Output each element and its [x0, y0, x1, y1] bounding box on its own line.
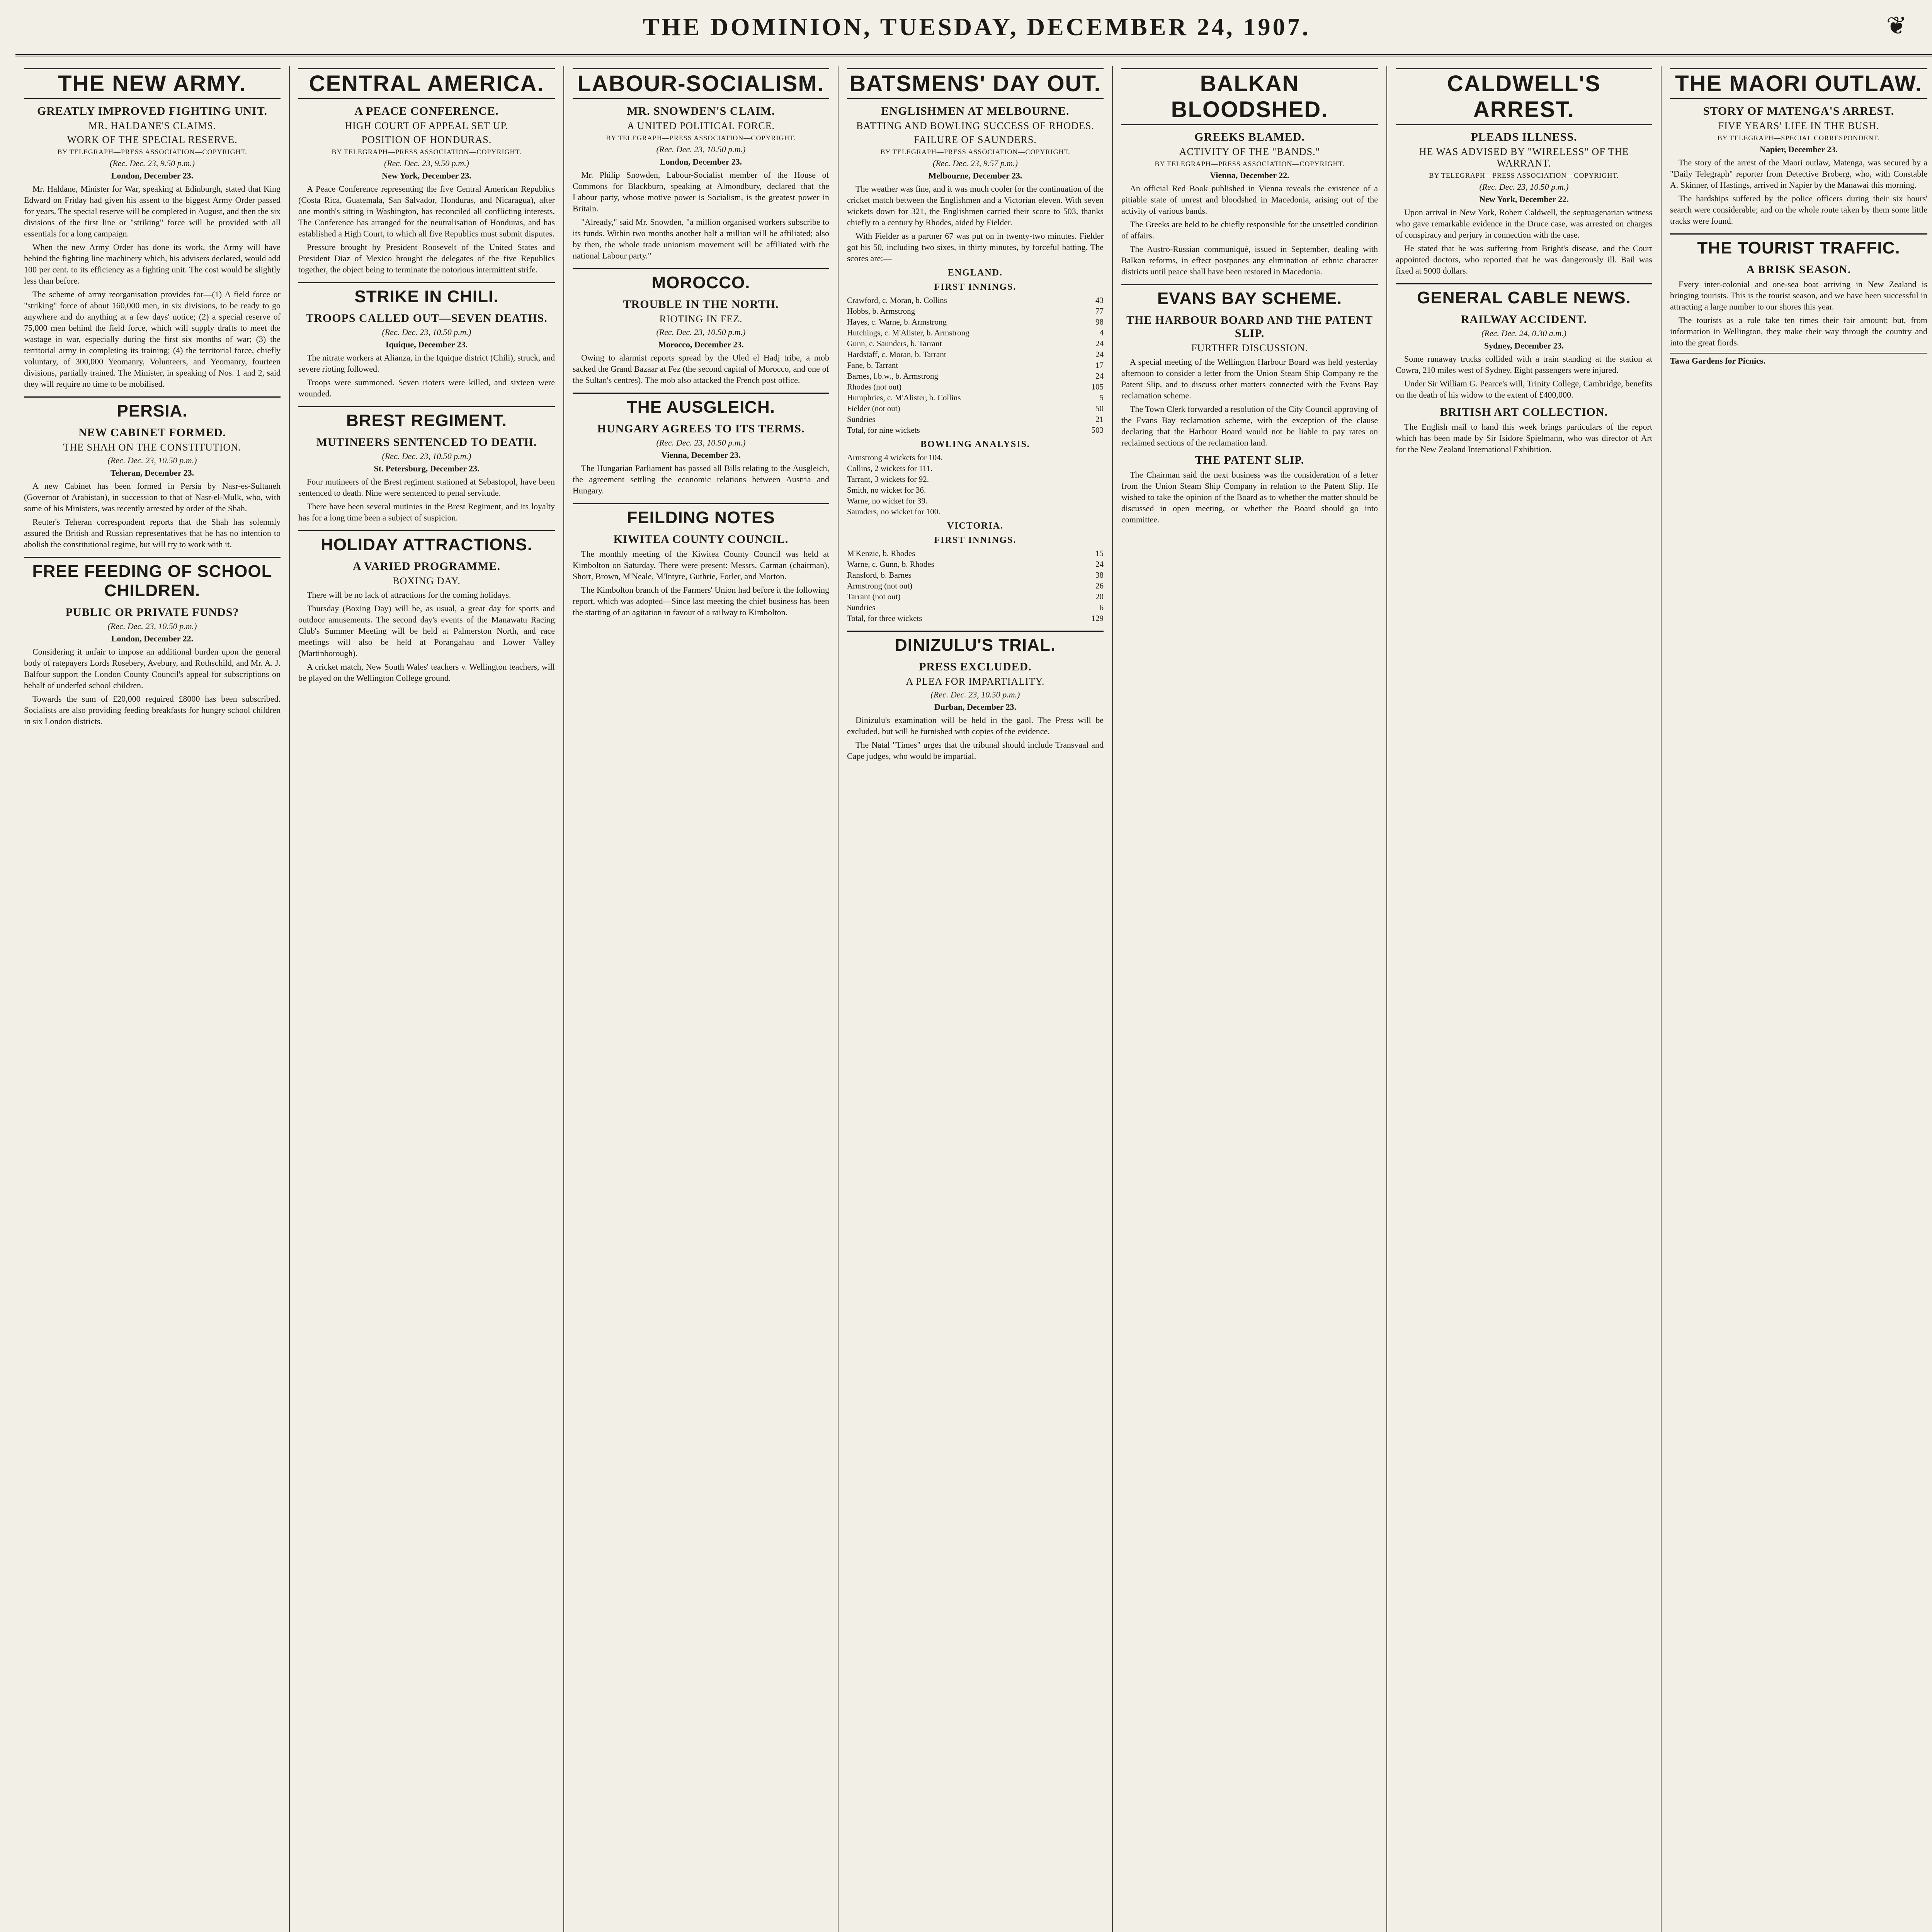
- section-headline: THE TOURIST TRAFFIC.: [1670, 233, 1927, 258]
- column-new-army: [15, 66, 290, 1932]
- bowling-row: Tarrant, 3 wickets for 92.: [847, 474, 929, 484]
- batsman-runs: 24: [1095, 350, 1104, 359]
- team-name: VICTORIA.: [947, 521, 1004, 531]
- article-paragraph: Dinizulu's examination will be held in the gaol. The Press will be excluded, but will be furnished with copies of the evidence.: [847, 715, 1104, 736]
- subhead-tertiary: WORK OF THE SPECIAL RESERVE.: [67, 134, 238, 145]
- batsman-runs: 21: [1095, 415, 1104, 424]
- score-total-row: [847, 613, 1104, 624]
- batsman-runs: 4: [1099, 328, 1104, 337]
- section-headline: THE AUSGLEICH.: [573, 393, 829, 417]
- subhead-secondary: FIVE YEARS' LIFE IN THE BUSH.: [1718, 120, 1879, 131]
- article-paragraph: The Natal "Times" urges that the tribunal should include Transvaal and Cape judges, who would be impartial.: [847, 740, 1104, 761]
- article-paragraph: Troops were summoned. Seven rioters were killed, and sixteen were wounded.: [298, 378, 555, 398]
- batsman-name: Armstrong (not out): [847, 581, 913, 590]
- subhead: GREEKS BLAMED.: [1194, 131, 1305, 143]
- score-row: [847, 403, 1104, 414]
- total-label: Total, for three wickets: [847, 614, 922, 623]
- article-paragraph: The Town Clerk forwarded a resolution of the City Council approving of the Evans Bay reclamation scheme, with the exception of the clause declaring that the Harbour Board would not be liable to pay rates on reclaimed sections of the reclamation land.: [1121, 404, 1378, 447]
- article-paragraph: The Greeks are held to be chiefly responsible for the unsettled condition of affairs.: [1121, 219, 1378, 240]
- dateline: (Rec. Dec. 23, 9.57 p.m.): [933, 158, 1018, 168]
- subhead: A BRISK SEASON.: [1746, 263, 1851, 276]
- place-date: New York, December 22.: [1479, 194, 1569, 204]
- place-date: London, December 22.: [111, 634, 194, 643]
- section-headline: BREST REGIMENT.: [298, 406, 555, 430]
- column-headline: BATSMENS' DAY OUT.: [847, 68, 1104, 99]
- subhead: GREATLY IMPROVED FIGHTING UNIT.: [37, 105, 268, 117]
- article-paragraph: The Hungarian Parliament has passed all Bills relating to the Ausgleich, the agreement settling the economic relations between Austria and Hungary.: [573, 463, 829, 495]
- innings-label: FIRST INNINGS.: [934, 535, 1017, 545]
- wire-credit: BY TELEGRAPH—PRESS ASSOCIATION—COPYRIGHT.: [1155, 160, 1345, 168]
- column-labour-socialism: [564, 66, 838, 1932]
- subhead: MUTINEERS SENTENCED TO DEATH.: [316, 436, 537, 449]
- article-paragraph: Upon arrival in New York, Robert Caldwell, the septuagenarian witness who gave remarkable evidence in the Druce case, was arrested on charges of conspiracy and perjury in connection with the case.: [1396, 207, 1652, 240]
- column-headline: THE NEW ARMY.: [24, 68, 281, 99]
- article-paragraph: There have been several mutinies in the Brest Regiment, and its loyalty has for a long time been a subject of suspicion.: [298, 502, 555, 522]
- column-batsmens-day-out: [838, 66, 1113, 1932]
- subhead-secondary: THE SHAH ON THE CONSTITUTION.: [63, 442, 242, 453]
- article-paragraph: A cricket match, New South Wales' teachers v. Wellington teachers, will be played on the Wellington College ground.: [298, 662, 555, 683]
- column-headline: CENTRAL AMERICA.: [298, 68, 555, 99]
- batsman-name: Fane, b. Tarrant: [847, 361, 898, 370]
- article-paragraph: The Chairman said the next business was the consideration of a letter from the Union Steam Ship Company in relation to the Patent Slip. He wished to take the opinion of the Board as to whether the matter should be discussed in open meeting, or whether the Board should go into committee.: [1121, 470, 1378, 524]
- section-headline: FREE FEEDING OF SCHOOL CHILDREN.: [24, 557, 281, 600]
- dateline: (Rec. Dec. 23, 10.50 p.m.): [107, 621, 197, 631]
- article-paragraph: The hardships suffered by the police officers during their six hours' search were considerable; and on the whole route taken by them some little tracks were found.: [1670, 194, 1927, 226]
- wire-credit: BY TELEGRAPH—PRESS ASSOCIATION—COPYRIGHT.: [880, 148, 1070, 156]
- article-paragraph: The story of the arrest of the Maori outlaw, Matenga, was secured by a "Daily Telegraph" reporter from Detective Broberg, who, with Constable A. Skinner, of Hastings, arrived in Napier by the Manawai this morning.: [1670, 158, 1927, 190]
- article-paragraph: When the new Army Order has done its work, the Army will have behind the fighting line machinery which, his advisers declared, would add 100 per cent. to its efficiency as a fighting unit. The cost would be slightly less than before.: [24, 242, 281, 286]
- batsman-name: Crawford, c. Moran, b. Collins: [847, 296, 947, 305]
- batsman-runs: 15: [1095, 549, 1104, 558]
- bowling-row: Collins, 2 wickets for 111.: [847, 464, 933, 473]
- article-paragraph: Mr. Haldane, Minister for War, speaking at Edinburgh, stated that King Edward on Friday had given his assent to the biggest Army Order passed for years. The special reserve will be completed in August, and then the six divisions of the first line or "striking" force will be provided with all essentials for a long campaign.: [24, 184, 281, 238]
- score-row: [847, 381, 1104, 392]
- subhead-secondary: HIGH COURT OF APPEAL SET UP.: [345, 120, 509, 131]
- batsman-name: Sundries: [847, 603, 876, 612]
- column-central-america: [290, 66, 564, 1932]
- batsman-runs: 38: [1095, 570, 1104, 580]
- dateline: (Rec. Dec. 23, 10.50 p.m.): [930, 690, 1020, 699]
- batsman-runs: 50: [1095, 404, 1104, 413]
- batsman-name: Hobbs, b. Armstrong: [847, 306, 915, 316]
- scorecard-england: [847, 295, 1104, 435]
- bowling-row: Smith, no wicket for 36.: [847, 485, 926, 495]
- dateline: (Rec. Dec. 23, 10.50 p.m.): [107, 456, 197, 465]
- batsman-name: Tarrant (not out): [847, 592, 901, 601]
- article-paragraph: Some runaway trucks collided with a train standing at the station at Cowra, 210 miles west of Sydney. Eight passengers were injured.: [1396, 354, 1652, 375]
- subhead-secondary: HE WAS ADVISED BY "WIRELESS" OF THE WARRANT.: [1419, 146, 1629, 169]
- total-runs: 503: [1091, 425, 1104, 435]
- article-paragraph: Owing to alarmist reports spread by the Uled el Hadj tribe, a mob sacked the Grand Bazaar at Fez (the second capital of Morocco, and one of the Sultan's centres). The mob also attacked the French post office.: [573, 353, 829, 385]
- article-paragraph: The scheme of army reorganisation provides for—(1) A field force or "striking" force of about 160,000 men, in six divisions, to be ready to go anywhere and do anything at a few days' notice; (2) a special reserve of 75,000 men behind the field force, which will supply drafts to meet the wastage in war, especially during the first six months of war; (3) the territorial army in completing its training; (4) the territorial force, chiefly voluntary, of 300,000 Yeomanry, Volunteers, and Yeomanry, fourteen divisions, partially trained. The Minister, in speaking of Nos. 1 and 2, said they will require no time to be mobilised.: [24, 289, 281, 389]
- score-row: [847, 602, 1104, 613]
- wire-credit: BY TELEGRAPH—PRESS ASSOCIATION—COPYRIGHT.: [57, 148, 247, 156]
- batsman-name: Gunn, c. Saunders, b. Tarrant: [847, 339, 942, 348]
- batsman-name: M'Kenzie, b. Rhodes: [847, 549, 915, 558]
- batsman-name: Hayes, c. Warne, b. Armstrong: [847, 317, 947, 327]
- score-row: [847, 559, 1104, 570]
- batsman-runs: 6: [1099, 603, 1104, 612]
- score-row: [847, 349, 1104, 360]
- batsman-runs: 105: [1091, 382, 1104, 391]
- score-row: [847, 338, 1104, 349]
- subhead: A PEACE CONFERENCE.: [354, 105, 499, 117]
- dateline: (Rec. Dec. 23, 10.50 p.m.): [656, 145, 746, 154]
- article-paragraph: Mr. Philip Snowden, Labour-Socialist member of the House of Commons for Blackburn, speaking at Almondbury, declared that the Labour party, whose motive power is Socialism, is the greatest power in Britain.: [573, 170, 829, 213]
- article-paragraph: A new Cabinet has been formed in Persia by Nasr-es-Sultaneh (Governor of Arabistan), in succession to that of Nasr-el-Mulk, who, with some of his Ministers, was recently arrested by order of the Shah.: [24, 481, 281, 513]
- place-date: New York, December 23.: [382, 171, 471, 180]
- article-paragraph: Four mutineers of the Brest regiment stationed at Sebastopol, have been sentenced to death. Nine were sentenced to penal servitude.: [298, 477, 555, 498]
- place-date: London, December 23.: [111, 171, 194, 180]
- batsman-name: Rhodes (not out): [847, 382, 902, 391]
- subhead-secondary: BOXING DAY.: [393, 575, 461, 587]
- total-runs: 129: [1091, 614, 1104, 623]
- scorecard-victoria: [847, 548, 1104, 624]
- article-paragraph: The monthly meeting of the Kiwitea County Council was held at Kimbolton on Saturday. There were present: Messrs. Carman (chairman), Short, Brown, M'Neale, M'Intyre, Guthrie, Forler, and Morton.: [573, 549, 829, 581]
- article-paragraph: The nitrate workers at Alianza, in the Iquique district (Chili), struck, and severe rioting followed.: [298, 353, 555, 374]
- batsman-name: Humphries, c. M'Alister, b. Collins: [847, 393, 961, 402]
- section-headline: PERSIA.: [24, 396, 281, 421]
- subhead: A VARIED PROGRAMME.: [352, 560, 501, 573]
- batsman-name: Warne, c. Gunn, b. Rhodes: [847, 560, 934, 569]
- fleuron-ornament-icon: ❦: [1886, 12, 1907, 39]
- score-total-row: [847, 425, 1104, 435]
- bowling-row: Armstrong 4 wickets for 104.: [847, 453, 943, 462]
- section-headline: HOLIDAY ATTRACTIONS.: [298, 530, 555, 554]
- article-paragraph: Reuter's Teheran correspondent reports that the Shah has solemnly assured the British and Russian representatives that he has no intention to abolish the constitutional regime, but will try to work with it.: [24, 517, 281, 549]
- score-row: [847, 316, 1104, 327]
- dateline: (Rec. Dec. 23, 10.50 p.m.): [382, 451, 471, 461]
- wire-credit: BY TELEGRAPH—PRESS ASSOCIATION—COPYRIGHT.: [332, 148, 522, 156]
- dateline: (Rec. Dec. 23, 9.50 p.m.): [110, 158, 195, 168]
- subhead: MR. SNOWDEN'S CLAIM.: [627, 105, 775, 117]
- subhead-secondary: FURTHER DISCUSSION.: [1191, 342, 1308, 354]
- article-paragraph: "Already," said Mr. Snowden, "a million organised workers subscribe to its funds. Within two months another half a million will be affiliated; also by then, the whole trade unionism movement will be affiliated with the national Labour party.": [573, 217, 829, 260]
- subhead: THE HARBOUR BOARD AND THE PATENT SLIP.: [1126, 314, 1373, 340]
- subhead: PRESS EXCLUDED.: [919, 660, 1032, 673]
- batsman-name: Hardstaff, c. Moran, b. Tarrant: [847, 350, 946, 359]
- section-headline: DINIZULU'S TRIAL.: [847, 631, 1104, 655]
- subhead: TROOPS CALLED OUT—SEVEN DEATHS.: [306, 312, 548, 325]
- subhead: NEW CABINET FORMED.: [78, 426, 226, 439]
- column-headline: LABOUR-SOCIALISM.: [573, 68, 829, 99]
- batsman-runs: 17: [1095, 361, 1104, 370]
- dateline: (Rec. Dec. 23, 10.50 p.m.): [382, 327, 471, 337]
- article-paragraph: Pressure brought by President Roosevelt of the United States and President Diaz of Mexico brought the delegates of the five Republics together, the object being to terminate the notorious intermittent strife.: [298, 242, 555, 274]
- article-paragraph: An official Red Book published in Vienna reveals the existence of a pitiable state of unrest and bloodshed in Macedonia, arising out of the activity of various bands.: [1121, 184, 1378, 216]
- batsman-runs: 43: [1095, 296, 1104, 305]
- column-maori-outlaw: [1662, 66, 1932, 1932]
- dateline: (Rec. Dec. 23, 10.50 p.m.): [656, 327, 746, 337]
- score-row: [847, 414, 1104, 425]
- article-paragraph: The Kimbolton branch of the Farmers' Union had before it the following report, which was adopted—Since last meeting the chief business has been the starting of an agitation in favour of a railway to Kimbolton.: [573, 585, 829, 617]
- score-row: [847, 580, 1104, 591]
- place-date: St. Petersburg, December 23.: [374, 464, 480, 473]
- section-headline: STRIKE IN CHILI.: [298, 282, 555, 306]
- column-headline: BALKAN BLOODSHED.: [1121, 68, 1378, 125]
- subhead-tertiary: POSITION OF HONDURAS.: [361, 134, 492, 145]
- subhead: RAILWAY ACCIDENT.: [1461, 313, 1587, 326]
- batsman-name: Sundries: [847, 415, 876, 424]
- place-date: Napier, December 23.: [1760, 145, 1838, 154]
- dateline: (Rec. Dec. 23, 10.50 p.m.): [656, 438, 746, 447]
- section-headline: FEILDING NOTES: [573, 503, 829, 527]
- score-row: [847, 570, 1104, 580]
- bowling-row: Warne, no wicket for 39.: [847, 496, 928, 505]
- place-date: Vienna, December 22.: [1210, 170, 1289, 180]
- subhead: HUNGARY AGREES TO ITS TERMS.: [597, 422, 805, 435]
- subhead-tertiary: FAILURE OF SAUNDERS.: [914, 134, 1037, 145]
- footer-ad: Tawa Gardens for Picnics.: [1670, 353, 1927, 366]
- column-caldwells-arrest: [1387, 66, 1662, 1932]
- place-date: Sydney, December 23.: [1484, 341, 1564, 350]
- column-balkan-bloodshed: [1113, 66, 1387, 1932]
- article-paragraph: A special meeting of the Wellington Harbour Board was held yesterday afternoon to consider a letter from the Union Steam Ship Company re the Patent Slip, and to discuss other matters connected with the Evans Bay reclamation scheme.: [1121, 357, 1378, 400]
- batsman-runs: 24: [1095, 560, 1104, 569]
- section-headline: MOROCCO.: [573, 268, 829, 293]
- article-paragraph: The weather was fine, and it was much cooler for the continuation of the cricket match between the Englishmen and a Victorian eleven. With seven wickets down for 321, the Englishmen carried their score to 503, thanks chiefly to a century by Rhodes, aided by Fielder.: [847, 184, 1104, 227]
- place-date: Durban, December 23.: [934, 702, 1017, 712]
- masthead: [15, 0, 1932, 56]
- wire-credit: BY TELEGRAPH—PRESS ASSOCIATION—COPYRIGHT.: [606, 134, 796, 142]
- subhead: PUBLIC OR PRIVATE FUNDS?: [65, 606, 239, 619]
- bowling-row: Saunders, no wicket for 100.: [847, 507, 940, 516]
- dateline: (Rec. Dec. 23, 10.50 p.m.): [1479, 182, 1569, 192]
- score-row: [847, 548, 1104, 559]
- total-label: Total, for nine wickets: [847, 425, 920, 435]
- score-row: [847, 327, 1104, 338]
- wire-credit: BY TELEGRAPH—SPECIAL CORRESPONDENT.: [1717, 134, 1880, 142]
- subhead: TROUBLE IN THE NORTH.: [623, 298, 779, 311]
- article-paragraph: He stated that he was suffering from Bright's disease, and the Court appointed doctors, who reported that he was dangerously ill. Bail was fixed at 5000 dollars.: [1396, 243, 1652, 276]
- subhead-secondary: A PLEA FOR IMPARTIALITY.: [906, 676, 1045, 687]
- subhead: PLEADS ILLNESS.: [1471, 131, 1577, 143]
- section-headline: EVANS BAY SCHEME.: [1121, 284, 1378, 308]
- wire-credit: BY TELEGRAPH—PRESS ASSOCIATION—COPYRIGHT.: [1429, 172, 1619, 179]
- article-paragraph: The tourists as a rule take ten times their fair amount; but, from information in Wellington, they make their way through the country and into the great fiords.: [1670, 315, 1927, 347]
- column-headline: THE MAORI OUTLAW.: [1670, 68, 1927, 99]
- bowling-analysis-title: BOWLING ANALYSIS.: [920, 439, 1030, 449]
- article-paragraph: A Peace Conference representing the five Central American Republics (Costa Rica, Guatemala, San Salvador, Honduras, and Nicaragua), after one month's sitting in Washington, has reconciled all conflicting interests. The Conference has arranged for the neutralisation of Honduras, and has established a High Court, to which all five Republics must submit disputes.: [298, 184, 555, 238]
- section-headline: GENERAL CABLE NEWS.: [1396, 283, 1652, 308]
- score-row: [847, 392, 1104, 403]
- batsman-name: Hutchings, c. M'Alister, b. Armstrong: [847, 328, 969, 337]
- article-paragraph: Thursday (Boxing Day) will be, as usual, a great day for sports and outdoor amusements. The second day's events of the Manawatu Racing Club's Summer Meeting will be held at Palmerston North, and race meetings will also be held at Porangahau and Lower Valley (Martinborough).: [298, 604, 555, 658]
- batsman-runs: 26: [1095, 581, 1104, 590]
- subhead: KIWITEA COUNTY COUNCIL.: [613, 533, 789, 546]
- dateline: (Rec. Dec. 24, 0.30 a.m.): [1481, 328, 1566, 338]
- subhead-secondary: MR. HALDANE'S CLAIMS.: [88, 120, 216, 131]
- subhead-secondary: BATTING AND BOWLING SUCCESS OF RHODES.: [856, 120, 1094, 131]
- article-paragraph: Towards the sum of £20,000 required £8000 has been subscribed. Socialists are also providing feeding breakfasts for hungry school children in six London districts.: [24, 694, 281, 726]
- place-date: Iquique, December 23.: [385, 340, 468, 349]
- batsman-runs: 24: [1095, 339, 1104, 348]
- subhead: STORY OF MATENGA'S ARREST.: [1703, 105, 1895, 117]
- batsman-name: Ransford, b. Barnes: [847, 570, 912, 580]
- batsman-name: Barnes, l.b.w., b. Armstrong: [847, 371, 939, 381]
- article-paragraph: There will be no lack of attractions for the coming holidays.: [307, 590, 511, 600]
- batsman-name: Fielder (not out): [847, 404, 900, 413]
- place-date: Morocco, December 23.: [658, 340, 744, 349]
- article-paragraph: The English mail to hand this week brings particulars of the report which has been made by Sir Isidore Spielmann, who was director of Art for the New Zealand International Exhibition.: [1396, 422, 1652, 454]
- score-row: [847, 360, 1104, 371]
- batsman-runs: 24: [1095, 371, 1104, 381]
- article-paragraph: Every inter-colonial and one-sea boat arriving in New Zealand is bringing tourists. This is the tourist season, and we have been successful in attracting a large number to our shores this year.: [1670, 279, 1927, 311]
- place-date: Melbourne, December 23.: [928, 171, 1022, 180]
- article-paragraph: Under Sir William G. Pearce's will, Trinity College, Cambridge, benefits on the death of his widow to the extent of £400,000.: [1396, 379, 1652, 400]
- subhead-secondary: ACTIVITY OF THE "BANDS.": [1179, 146, 1320, 157]
- columns: [15, 66, 1932, 1932]
- subhead-secondary: RIOTING IN FEZ.: [659, 313, 743, 325]
- article-paragraph: Considering it unfair to impose an additional burden upon the general body of ratepayers Lords Rosebery, Avebury, and Rothschild, and Mr. A. J. Balfour support the London County Council's appeal for subscriptions on behalf of underfed school children.: [24, 647, 281, 690]
- place-date: Teheran, December 23.: [110, 468, 194, 478]
- article-paragraph: The Austro-Russian communiqué, issued in September, dealing with Balkan reforms, in effect postpones any elimination of ethnic character districts until peace shall have been restored in Macedonia.: [1121, 244, 1378, 276]
- place-date: Vienna, December 23.: [661, 450, 741, 460]
- place-date: London, December 23.: [660, 157, 742, 167]
- subhead: ENGLISHMEN AT MELBOURNE.: [881, 105, 1070, 117]
- team-name: ENGLAND.: [947, 268, 1003, 278]
- masthead-title: THE DOMINION, TUESDAY, DECEMBER 24, 1907.: [643, 13, 1311, 41]
- innings-label: FIRST INNINGS.: [934, 282, 1017, 292]
- score-row: [847, 591, 1104, 602]
- subhead: BRITISH ART COLLECTION.: [1440, 406, 1608, 418]
- article-paragraph: With Fielder as a partner 67 was put on in twenty-two minutes. Fielder got his 50, including two sixes, in thirty minutes, by forceful batting. The scores are:—: [847, 231, 1104, 263]
- batsman-runs: 20: [1095, 592, 1104, 601]
- score-row: [847, 371, 1104, 381]
- score-row: [847, 306, 1104, 316]
- score-row: [847, 295, 1104, 306]
- batsman-runs: 77: [1095, 306, 1104, 316]
- subhead-secondary: A UNITED POLITICAL FORCE.: [627, 120, 775, 131]
- subhead: THE PATENT SLIP.: [1195, 454, 1304, 466]
- batsman-runs: 5: [1099, 393, 1104, 402]
- dateline: (Rec. Dec. 23, 9.50 p.m.): [384, 158, 469, 168]
- column-headline: CALDWELL'S ARREST.: [1396, 68, 1652, 125]
- batsman-runs: 98: [1095, 317, 1104, 327]
